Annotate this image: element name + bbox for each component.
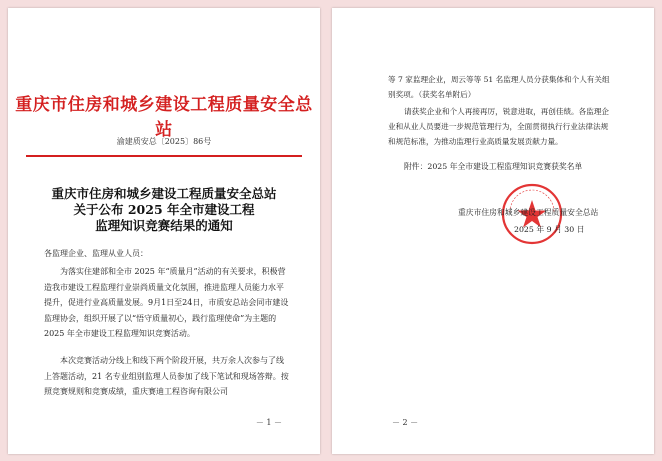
continuation-paragraph: 等 7 家监理企业，周云等等 51 名监理人员分获集体和个人有关组别奖项。（获奖名单附后） <box>388 75 610 99</box>
body-paragraph-2: 本次竞赛活动分线上和线下两个阶段开展，共万余人次参与了线上答题活动，21 名专业组别监理人员参加了线下笔试和现场答辩。按照竞赛规则和竞赛成绩，重庆赛迪工程咨询有限公司 <box>44 356 289 396</box>
notice-title-line-1: 重庆市住房和城乡建设工程质量安全总站 <box>51 186 277 201</box>
document-page-1 <box>8 8 320 454</box>
page-number-2: － 2 － <box>392 418 419 427</box>
issue-date: 2025 年 9 月 30 日 <box>514 225 585 234</box>
issuer-name: 重庆市住房和城乡建设工程质量安全总站 <box>458 208 599 217</box>
document-number: 渝建质安总〔2025〕86号 <box>116 137 212 146</box>
body-paragraph-1: 为落实住建部和全市 2025 年“质量月”活动的有关要求，积极营造我市建设工程监理行业崇尚质量文化氛围，推进监理人员能力水平提升，促进行业高质量发展。9月1日至24日，市质安总站会同市建设监理协会，组织开展了以“悟守质量初心，践行监理使命”为主题的 2025 年全市建设工程监理知识竞赛活动。 <box>44 267 289 338</box>
header-title: 重庆市住房和城乡建设工程质量安全总站 <box>15 95 313 140</box>
document-page-2 <box>332 8 654 454</box>
notice-title-line-3: 监理知识竞赛结果的通知 <box>95 218 233 233</box>
page-number-1: － 1 － <box>255 418 282 427</box>
attachment-line: 附件：2025 年全市建设工程监理知识竞赛获奖名单 <box>404 162 583 171</box>
notice-title-line-2: 关于公布 2025 年全市建设工程 <box>73 202 255 217</box>
notice-title <box>8 186 320 234</box>
red-divider-line <box>26 155 302 157</box>
closing-paragraph: 请获奖企业和个人再接再厉，锐意进取，再创佳绩。各监理企业和从业人员要进一步规范管理行为，全面贯彻执行行业法律法规和规范标准，为推动监理行业高质量发展贡献力量。 <box>388 107 610 146</box>
addressee: 各监理企业、监理从业人员： <box>44 249 148 258</box>
